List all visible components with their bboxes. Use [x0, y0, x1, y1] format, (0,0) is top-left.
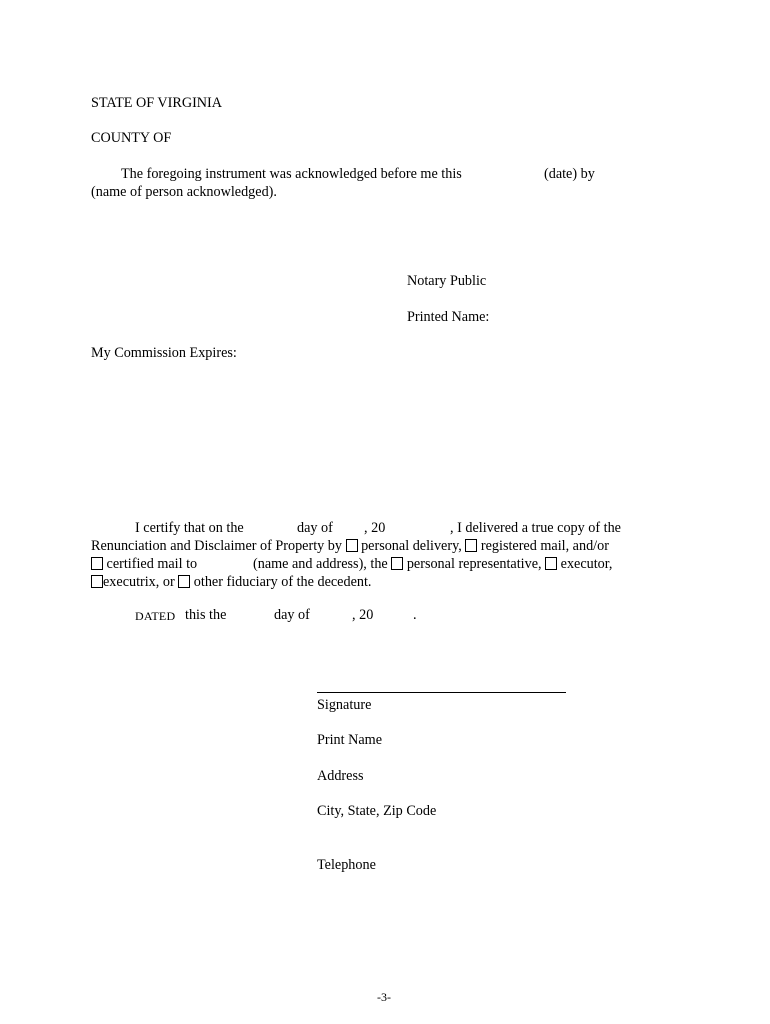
executor-checkbox[interactable]	[545, 557, 557, 570]
other-fiduciary-checkbox[interactable]	[178, 575, 190, 588]
acknowledged-person-label: (name of person acknowledged).	[91, 184, 277, 200]
personal-representative-checkbox[interactable]	[391, 557, 403, 570]
city-state-zip-label: City, State, Zip Code	[317, 803, 437, 819]
executrix-checkbox[interactable]	[91, 575, 103, 588]
dated-this-the: this the	[185, 607, 227, 623]
personal-delivery-label: personal delivery,	[361, 538, 462, 554]
personal-delivery-checkbox[interactable]	[346, 539, 358, 552]
certified-mail-label: certified mail to	[106, 556, 198, 572]
personal-representative-label: personal representative,	[406, 556, 542, 572]
executrix-label: executrix, or	[103, 574, 175, 590]
acknowledgment-date-label: (date) by	[544, 166, 595, 182]
notary-public-label: Notary Public	[407, 273, 487, 289]
executor-label: executor,	[560, 556, 613, 572]
county-heading: COUNTY OF	[91, 130, 172, 146]
name-address-label: (name and address), the	[253, 556, 388, 572]
registered-mail-checkbox[interactable]	[465, 539, 477, 552]
certificate-line-3b	[253, 556, 612, 573]
dated-period: .	[413, 607, 417, 623]
telephone-label: Telephone	[317, 857, 376, 873]
notary-printed-name-label: Printed Name:	[407, 309, 490, 325]
other-fiduciary-label: other fiduciary of the decedent.	[193, 574, 372, 590]
state-heading: STATE OF VIRGINIA	[91, 95, 223, 111]
certify-text: I certify that on the	[135, 520, 244, 536]
address-label: Address	[317, 768, 364, 784]
certificate-line-3	[91, 556, 197, 573]
certified-mail-checkbox[interactable]	[91, 557, 103, 570]
page-number: -3-	[377, 990, 391, 1004]
certify-delivered-text: , I delivered a true copy of the	[450, 520, 621, 536]
certify-year: , 20	[364, 520, 386, 536]
dated-year: , 20	[352, 607, 374, 623]
dated-word: DATED	[135, 609, 176, 623]
acknowledgment-text: The foregoing instrument was acknowledged before me this	[121, 166, 462, 182]
certificate-line-2	[91, 538, 609, 555]
registered-mail-label: registered mail, and/or	[480, 538, 609, 554]
signature-label: Signature	[317, 697, 372, 713]
dated-day-of: day of	[274, 607, 310, 623]
certificate-line-4	[91, 574, 371, 591]
certify-day-of: day of	[297, 520, 333, 536]
commission-expires-label: My Commission Expires:	[91, 345, 237, 361]
renunciation-text: Renunciation and Disclaimer of Property by	[91, 538, 342, 554]
print-name-label: Print Name	[317, 732, 383, 748]
signature-line	[317, 692, 566, 693]
